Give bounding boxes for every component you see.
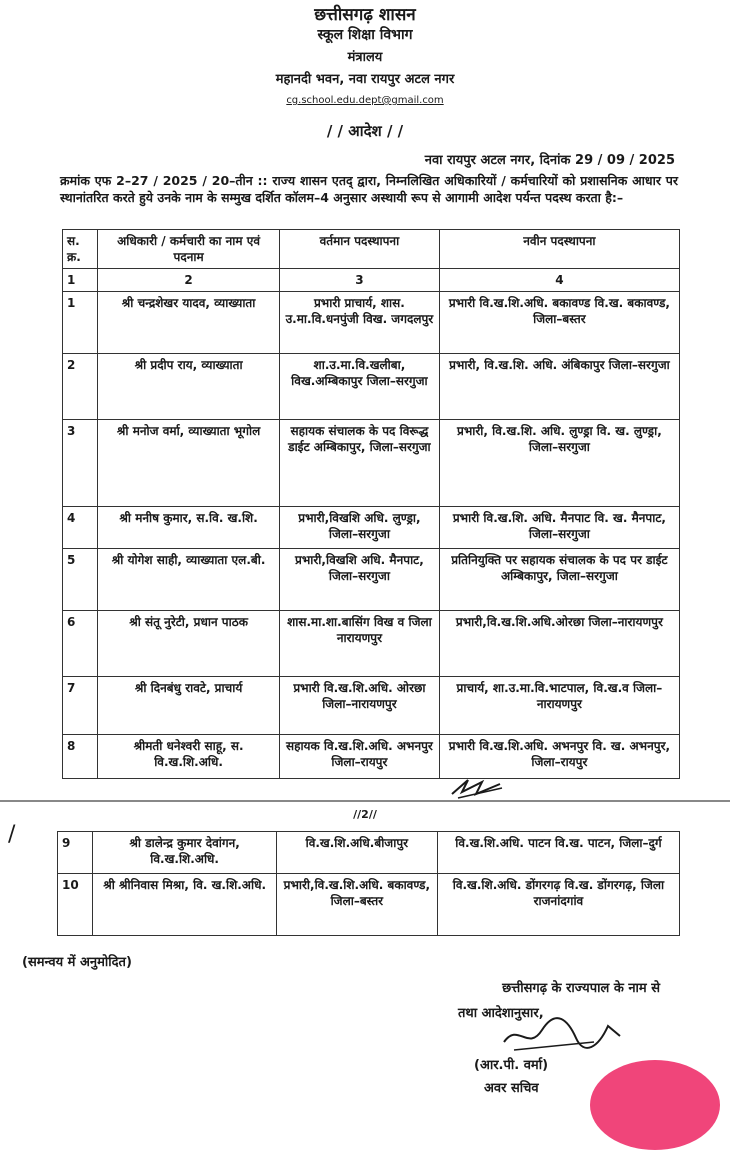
row-new: प्रभारी वि.ख.शि.अधि. बकावण्ड वि.ख. बकावण्ड, जिला–बस्तर — [439, 292, 679, 354]
department-title: स्कूल शिक्षा विभाग — [317, 27, 413, 43]
row-current: प्रभारी प्राचार्य, शास. उ.मा.वि.धनपुंजी विख. जगदलपुर — [280, 292, 440, 354]
row-new: प्रतिनियुक्ति पर सहायक संचालक के पद पर डाईट अम्बिकापुर, जिला–सरगुजा — [439, 549, 679, 611]
row-name: श्री चन्द्रशेखर यादव, व्याख्याता — [98, 292, 280, 354]
officer-name: (आर.पी. वर्मा) — [474, 1058, 549, 1073]
row-current: सहायक संचालक के पद विरूद्ध डाईट अम्बिकापुर, जिला–सरगुजा — [280, 420, 440, 507]
ministry-title: मंत्रालय — [347, 50, 383, 65]
row-new: प्राचार्य, शा.उ.मा.वि.भाटपाल, वि.ख.व जिला–नारायणपुर — [439, 677, 679, 735]
order-place-date: नवा रायपुर अटल नगर, दिनांक 29 / 09 / 2025 — [424, 153, 675, 168]
row-name: श्री दिनबंधु रावटे, प्राचार्य — [98, 677, 280, 735]
row-current: प्रभारी वि.ख.शि.अधि. ओरछा जिला–नारायणपुर — [280, 677, 440, 735]
transfer-table — [62, 229, 680, 779]
row-sno: 9 — [58, 832, 93, 874]
table-row — [63, 735, 680, 779]
governor-name-line: छत्तीसगढ़ के राज्यपाल के नाम से — [502, 981, 660, 996]
col-number: 4 — [439, 269, 679, 292]
initial-signature — [448, 774, 508, 800]
col-number: 2 — [98, 269, 280, 292]
row-sno: 2 — [63, 354, 98, 420]
office-address: महानदी भवन, नवा रायपुर अटल नगर — [275, 72, 455, 87]
row-name: श्री प्रदीप राय, व्याख्याता — [98, 354, 280, 420]
government-title: छत्तीसगढ़ शासन — [314, 5, 416, 25]
row-name: श्री योगेश साही, व्याख्याता एल.बी. — [98, 549, 280, 611]
row-new: प्रभारी, वि.ख.शि. अधि. लुण्ड्रा वि. ख. लुण्ड्रा, जिला–सरगुजा — [439, 420, 679, 507]
as-ordered-line: तथा आदेशानुसार, — [458, 1006, 544, 1021]
coordination-approval: (समन्वय में अनुमोदित) — [22, 955, 132, 970]
officer-signature — [498, 1012, 628, 1056]
row-new: प्रभारी,वि.ख.शि.अधि.ओरछा जिला–नारायणपुर — [439, 611, 679, 677]
row-sno: 6 — [63, 611, 98, 677]
row-sno: 10 — [58, 874, 93, 936]
order-title: / / आदेश / / — [326, 122, 404, 140]
row-sno: 8 — [63, 735, 98, 779]
row-name: श्री मनोज वर्मा, व्याख्याता भूगोल — [98, 420, 280, 507]
row-current: प्रभारी,विखशि अधि. मैनपाट, जिला–सरगुजा — [280, 549, 440, 611]
row-new: प्रभारी वि.ख.शि. अधि. मैनपाट वि. ख. मैनपाट, जिला–सरगुजा — [439, 507, 679, 549]
margin-mark: / — [8, 822, 16, 847]
header-current-posting: वर्तमान पदस्थापना — [280, 230, 440, 269]
row-name: श्री मनीष कुमार, स.वि. ख.शि. — [98, 507, 280, 549]
table-row — [58, 874, 680, 936]
row-current: शा.उ.मा.वि.खलीबा, विख.अम्बिकापुर जिला–सरगुजा — [280, 354, 440, 420]
department-email[interactable]: cg.school.edu.dept@gmail.com — [286, 95, 444, 106]
table-row — [63, 292, 680, 354]
row-new: प्रभारी वि.ख.शि.अधि. अभनपुर वि. ख. अभनपुर, जिला–रायपुर — [439, 735, 679, 779]
table-row — [58, 832, 680, 874]
row-current: सहायक वि.ख.शि.अधि. अभनपुर जिला–रायपुर — [280, 735, 440, 779]
table-row — [63, 507, 680, 549]
order-intro: क्रमांक एफ 2–27 / 2025 / 20–तीन :: राज्य शासन एतद् द्वारा, निम्नलिखित अधिकारियों / कर्मचारियों को प्रशासनिक आधार पर स्थानांतरित करते हुये उनके नाम के सम्मुख दर्शित कॉलम–4 अनुसार अस्थायी रूप से आगामी आदेश पर्यन्त पदस्थ करता है:– — [60, 173, 678, 205]
header-sno: स. क्र. — [63, 230, 98, 269]
transfer-table-continued — [57, 831, 680, 936]
col-number: 3 — [280, 269, 440, 292]
row-new: वि.ख.शि.अधि. डोंगरगढ़ वि.ख. डोंगरगढ़, जिला राजनांदगांव — [437, 874, 679, 936]
row-name: श्री डालेन्द्र कुमार देवांगन, वि.ख.शि.अधि. — [93, 832, 276, 874]
table-header-row — [63, 230, 680, 269]
row-current: प्रभारी,वि.ख.शि.अधि. बकावण्ड, जिला–बस्तर — [276, 874, 437, 936]
row-sno: 7 — [63, 677, 98, 735]
column-number-row — [63, 269, 680, 292]
row-sno: 4 — [63, 507, 98, 549]
header-name: अधिकारी / कर्मचारी का नाम एवं पदनाम — [98, 230, 280, 269]
pink-stamp-edge — [590, 1060, 720, 1150]
officer-designation: अवर सचिव — [484, 1081, 539, 1096]
row-new: प्रभारी, वि.ख.शि. अधि. अंबिकापुर जिला–सरगुजा — [439, 354, 679, 420]
table-row — [63, 420, 680, 507]
row-name: श्रीमती धनेश्वरी साहू, स. वि.ख.शि.अधि. — [98, 735, 280, 779]
row-sno: 3 — [63, 420, 98, 507]
row-current: शास.मा.शा.बासिंग विख व जिला नारायणपुर — [280, 611, 440, 677]
row-current: वि.ख.शि.अधि.बीजापुर — [276, 832, 437, 874]
page-marker: //2// — [353, 808, 377, 821]
page-separator — [0, 800, 730, 802]
table-row — [63, 611, 680, 677]
table-row — [63, 549, 680, 611]
row-current: प्रभारी,विखशि अधि. लुण्ड्रा, जिला–सरगुजा — [280, 507, 440, 549]
row-sno: 1 — [63, 292, 98, 354]
row-name: श्री संतू नुरेटी, प्रधान पाठक — [98, 611, 280, 677]
row-sno: 5 — [63, 549, 98, 611]
col-number: 1 — [63, 269, 98, 292]
row-name: श्री श्रीनिवास मिश्रा, वि. ख.शि.अधि. — [93, 874, 276, 936]
header-new-posting: नवीन पदस्थापना — [439, 230, 679, 269]
row-new: वि.ख.शि.अधि. पाटन वि.ख. पाटन, जिला–दुर्ग — [437, 832, 679, 874]
table-row — [63, 677, 680, 735]
table-row — [63, 354, 680, 420]
